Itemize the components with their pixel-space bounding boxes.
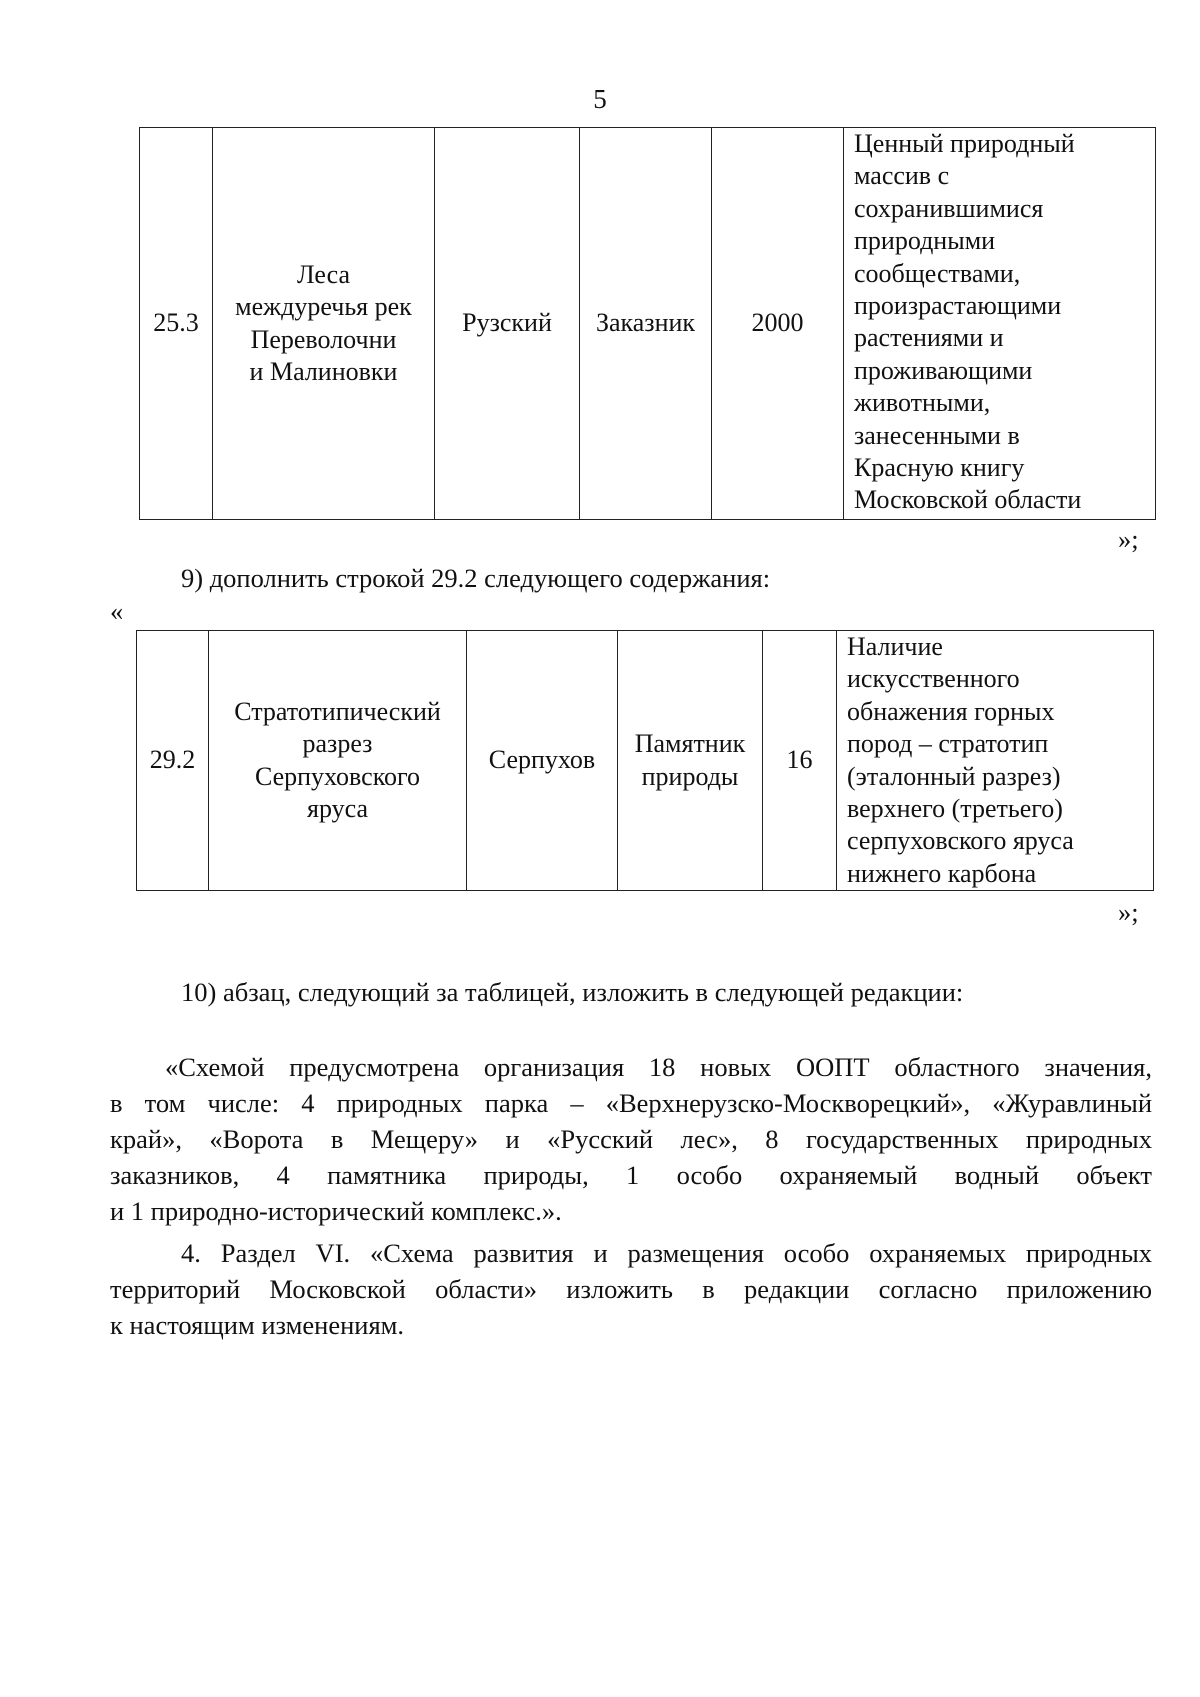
name-line: Серпуховского xyxy=(254,761,421,791)
closing-quote-2: »; xyxy=(1118,897,1139,927)
opening-quote: « xyxy=(110,596,124,626)
area-cell: 2000 xyxy=(712,128,844,520)
description-line: животными, xyxy=(854,388,991,418)
category-line: Памятник xyxy=(634,729,746,759)
area-cell: 16 xyxy=(763,631,837,891)
oopt-name-cell xyxy=(209,631,467,891)
category-line: природы xyxy=(641,761,739,791)
description-cell xyxy=(844,128,1156,520)
row-number-cell: 29.2 xyxy=(137,631,209,891)
description-cell xyxy=(837,631,1154,891)
description-line: обнажения горных xyxy=(847,696,1055,726)
description-line: (эталонный разрез) xyxy=(847,761,1061,791)
description-line: Ценный природный xyxy=(854,129,1075,158)
item-9-instruction: 9) дополнить строкой 29.2 следующего содержания: xyxy=(181,563,771,593)
paragraph-line: в том числе: 4 природных парка – «Верхнерузско-Москворецкий», «Журавлиный xyxy=(110,1088,1152,1118)
paragraph-line: территорий Московской области» изложить в редакции согласно приложению xyxy=(110,1274,1152,1304)
page-number: 5 xyxy=(593,84,607,114)
name-line: и Малиновки xyxy=(249,356,398,386)
name-line: яруса xyxy=(306,794,368,824)
closing-quote-1: »; xyxy=(1118,524,1139,554)
name-line: разрез xyxy=(302,729,373,759)
description-line: Красную книгу xyxy=(854,453,1025,483)
description-line: серпуховского яруса xyxy=(847,826,1074,856)
district-cell: Рузский xyxy=(435,128,580,520)
description-line: верхнего (третьего) xyxy=(847,794,1063,824)
description-line: занесенными в xyxy=(854,420,1020,450)
name-line: Леса xyxy=(296,259,351,289)
name-line: Переволочни xyxy=(250,324,397,354)
description-line: Московской области xyxy=(854,485,1082,515)
description-line: сообществами, xyxy=(854,258,1021,288)
paragraph-line: край», «Ворота в Мещеру» и «Русский лес», 8 государственных природных xyxy=(110,1124,1152,1154)
description-line: нижнего карбона xyxy=(847,858,1037,888)
description-line: сохранившимися xyxy=(854,193,1044,223)
paragraph-line: «Схемой предусмотрена организация 18 новых ООПТ областного значения, xyxy=(165,1052,1152,1082)
table-row xyxy=(137,631,1154,891)
description-line: пород – стратотип xyxy=(847,729,1049,759)
paragraph-line: 4. Раздел VI. «Схема развития и размещения особо охраняемых природных xyxy=(181,1238,1152,1268)
oopt-name-cell xyxy=(213,128,435,520)
oopt-table-row-25-3 xyxy=(139,127,1156,520)
description-line: растениями и xyxy=(854,323,1004,353)
description-line: произрастающими xyxy=(854,291,1062,321)
description-line: природными xyxy=(854,226,996,256)
oopt-table-row-29-2 xyxy=(136,630,1154,891)
paragraph-line: и 1 природно-исторический комплекс.». xyxy=(110,1196,562,1226)
district-cell: Серпухов xyxy=(467,631,618,891)
description-line: массив с xyxy=(854,161,950,191)
name-line: междуречья рек xyxy=(235,292,412,322)
name-line: Стратотипический xyxy=(234,696,441,726)
category-cell xyxy=(618,631,763,891)
description-line: проживающими xyxy=(854,355,1033,385)
description-line: Наличие xyxy=(847,632,943,661)
paragraph-line: заказников, 4 памятника природы, 1 особо охраняемый водный объект xyxy=(110,1160,1152,1190)
category-cell: Заказник xyxy=(580,128,712,520)
row-number-cell: 25.3 xyxy=(140,128,213,520)
paragraph-line: к настоящим изменениям. xyxy=(110,1310,405,1340)
description-line: искусственного xyxy=(847,664,1020,694)
item-10-instruction: 10) абзац, следующий за таблицей, изложить в следующей редакции: xyxy=(181,977,964,1007)
table-row xyxy=(140,128,1156,520)
